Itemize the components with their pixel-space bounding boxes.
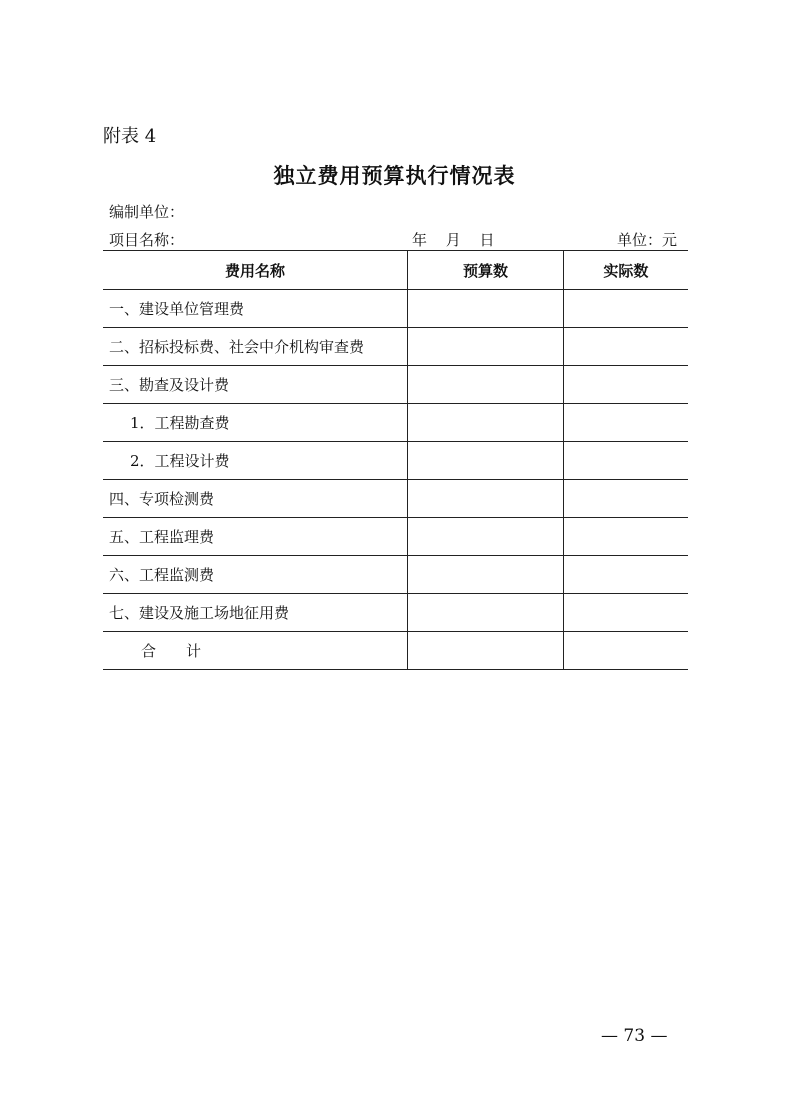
row-name: 1．工程勘查费 [103, 404, 408, 442]
row-name: 2．工程设计费 [103, 442, 408, 480]
table-header-row [103, 251, 688, 290]
row-budget [408, 366, 564, 404]
table-row [103, 290, 688, 328]
row-budget [408, 328, 564, 366]
table-row [103, 442, 688, 480]
row-actual [563, 366, 688, 404]
row-name: 一、建设单位管理费 [103, 290, 408, 328]
table-row [103, 366, 688, 404]
row-budget [408, 480, 564, 518]
row-budget [408, 594, 564, 632]
header-expense-name: 费用名称 [103, 251, 408, 290]
total-actual [563, 632, 688, 670]
row-name: 七、建设及施工场地征用费 [103, 594, 408, 632]
header-actual: 实际数 [563, 251, 688, 290]
row-name: 四、专项检测费 [103, 480, 408, 518]
row-actual [563, 290, 688, 328]
row-actual [563, 442, 688, 480]
total-label: 合计 [103, 632, 408, 670]
row-actual [563, 328, 688, 366]
table-row [103, 556, 688, 594]
row-actual [563, 404, 688, 442]
row-budget [408, 518, 564, 556]
table-row-total [103, 632, 688, 670]
org-label: 编制单位： [109, 203, 185, 221]
appendix-label: 附表 4 [103, 126, 157, 147]
row-name: 六、工程监测费 [103, 556, 408, 594]
row-name: 二、招标投标费、社会中介机构审查费 [103, 328, 408, 366]
row-budget [408, 404, 564, 442]
row-actual [563, 518, 688, 556]
header-budget: 预算数 [408, 251, 564, 290]
page-title: 独立费用预算执行情况表 [273, 163, 516, 188]
row-budget [408, 290, 564, 328]
total-budget [408, 632, 564, 670]
table-row [103, 594, 688, 632]
unit-label: 单位：元 [617, 231, 678, 249]
row-name: 三、勘查及设计费 [103, 366, 408, 404]
row-actual [563, 480, 688, 518]
project-label: 项目名称： [109, 231, 185, 249]
table-row [103, 518, 688, 556]
row-name: 五、工程监理费 [103, 518, 408, 556]
table-row [103, 480, 688, 518]
row-actual [563, 556, 688, 594]
table-row [103, 404, 688, 442]
row-actual [563, 594, 688, 632]
date-label: 年 月 日 [412, 231, 495, 249]
budget-table [103, 250, 688, 670]
page-number: — 73 — [601, 1026, 668, 1046]
row-budget [408, 556, 564, 594]
row-budget [408, 442, 564, 480]
table-row [103, 328, 688, 366]
